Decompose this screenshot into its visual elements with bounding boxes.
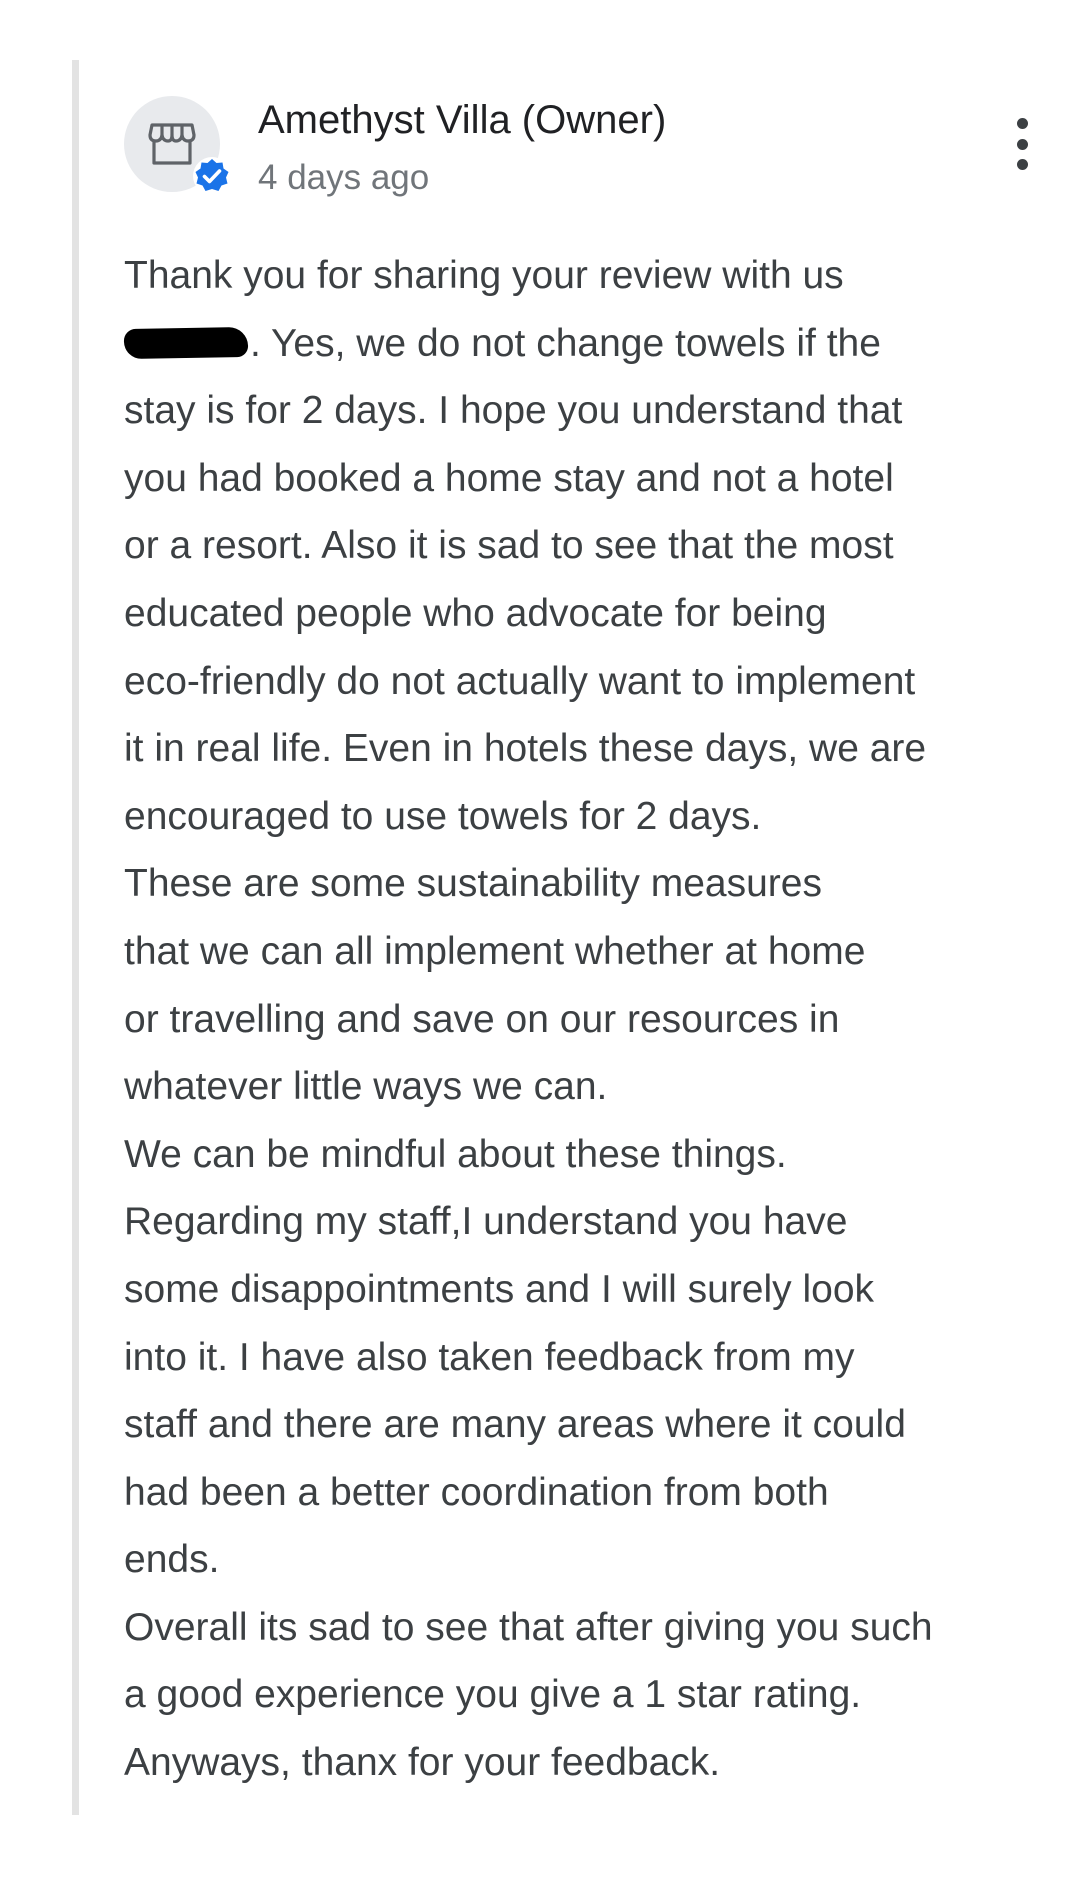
reply-text-line: Regarding my staff,I understand you have xyxy=(124,1200,848,1244)
reply-text-line: We can be mindful about these things. xyxy=(124,1132,787,1176)
reply-text-line: Overall its sad to see that after giving you such xyxy=(124,1605,933,1649)
reply-text-line: Thank you for sharing your review with us xyxy=(124,254,844,297)
reply-text-line: or a resort. Also it is sad to see that the most xyxy=(124,524,894,568)
verified-check-icon xyxy=(192,156,232,196)
reply-text-line: stay is for 2 days. I hope you understand that xyxy=(124,389,903,433)
reply-text-line: encouraged to use towels for 2 days. xyxy=(124,794,762,838)
owner-reply-header xyxy=(124,96,1040,196)
reply-timestamp: 4 days ago xyxy=(258,158,430,197)
reply-indent-rule xyxy=(72,60,79,1815)
reply-text-line xyxy=(124,310,1044,378)
reply-text-line: staff and there are many areas where it could xyxy=(124,1403,906,1447)
more-options-button[interactable] xyxy=(1004,114,1040,174)
reply-text-fragment: . Yes, we do not change towels if the xyxy=(250,321,881,365)
reply-text-line: whatever little ways we can. xyxy=(124,1065,608,1109)
reply-text-line: had been a better coordination from both xyxy=(124,1470,829,1514)
reply-text-line: into it. I have also taken feedback from my xyxy=(124,1335,855,1379)
redacted-name-mark xyxy=(124,327,249,359)
more-vertical-icon-dot xyxy=(1017,159,1028,170)
store-icon xyxy=(148,121,196,167)
reply-text-line: These are some sustainability measures xyxy=(124,862,822,906)
reply-text-line: you had booked a home stay and not a hotel xyxy=(124,456,894,500)
reply-text-line: it in real life. Even in hotels these days, we are xyxy=(124,727,927,771)
more-vertical-icon-dot xyxy=(1017,139,1028,150)
owner-reply-text xyxy=(124,242,1044,1797)
reply-text-line: ends. xyxy=(124,1538,220,1582)
reply-text-line: a good experience you give a 1 star rating. xyxy=(124,1673,862,1717)
reply-text-line: eco-friendly do not actually want to implement xyxy=(124,659,916,703)
reply-text-line: some disappointments and I will surely look xyxy=(124,1267,875,1311)
reply-text-line: or travelling and save on our resources in xyxy=(124,997,840,1041)
reply-text-line: that we can all implement whether at home xyxy=(124,929,866,973)
owner-name: Amethyst Villa (Owner) xyxy=(258,98,667,142)
reply-text-line: educated people who advocate for being xyxy=(124,591,827,635)
reply-text-line: Anyways, thanx for your feedback. xyxy=(124,1741,721,1785)
more-vertical-icon-dot xyxy=(1017,118,1028,129)
